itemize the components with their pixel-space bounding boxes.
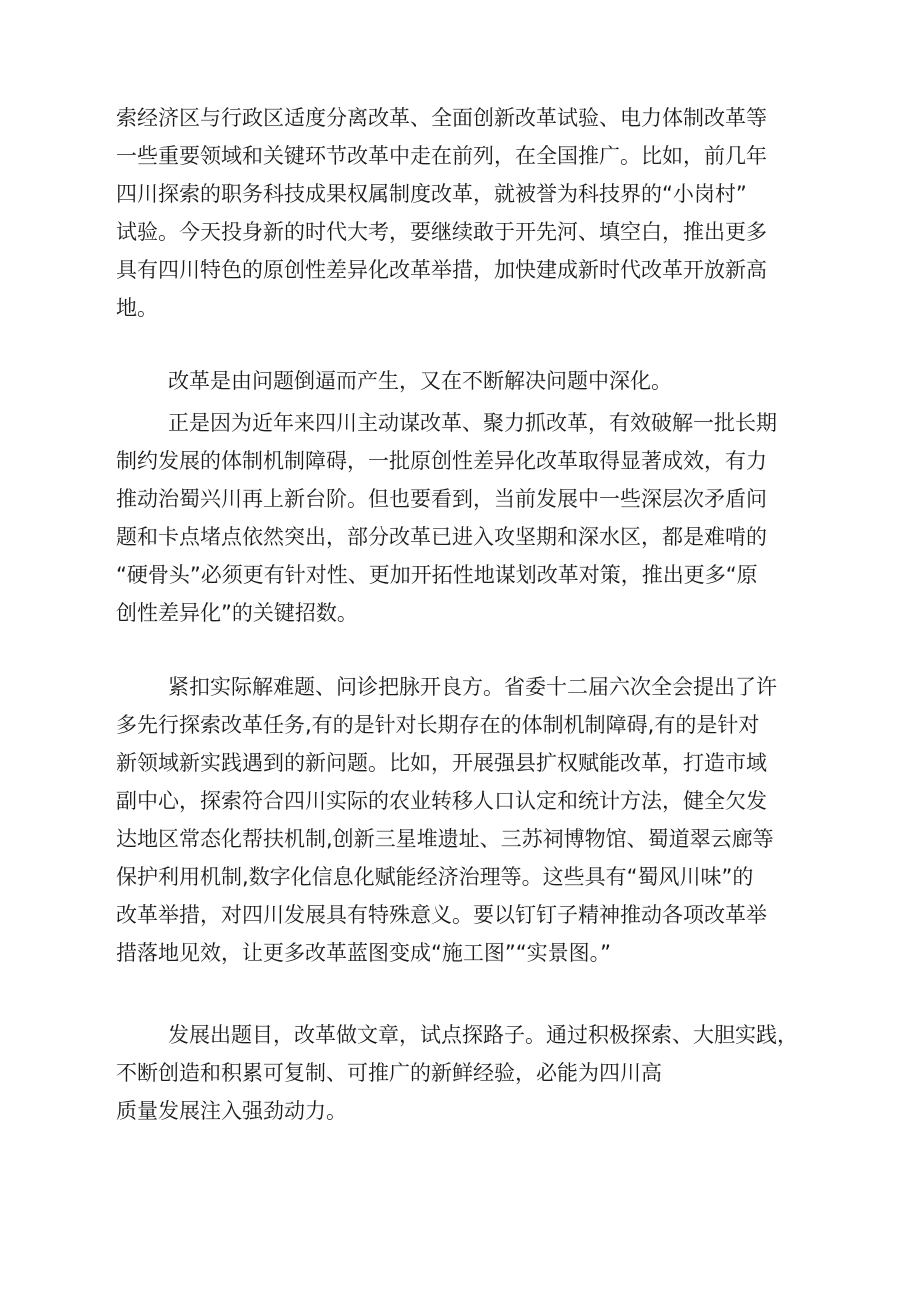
text-line: 副中心，探索符合四川实际的农业转移人口认定和统计方法，健全欠发 <box>116 789 767 813</box>
text-line: 不断创造和积累可复制、可推广的新鲜经验，必能为四川高 <box>116 1061 662 1085</box>
text-line: “硬骨头”必须更有针对性、更加开拓性地谋划改革对策，推出更多“原 <box>116 563 758 587</box>
text-line: 改革举措，对四川发展具有特殊意义。要以钉钉子精神推动各项改革举 <box>116 903 767 927</box>
paragraph-1 <box>116 99 816 327</box>
text-line: 质量发展注入强劲动力。 <box>116 1099 347 1123</box>
text-line: 推动治蜀兴川再上新台阶。但也要看到，当前发展中一些深层次矛盾问 <box>116 487 767 511</box>
paragraph-5 <box>116 1016 816 1130</box>
text-line: 措落地见效，让更多改革蓝图变成“施工图”“实景图。” <box>116 941 612 965</box>
text-line: 四川探索的职务科技成果权属制度改革，就被誉为科技界的“小岗村” <box>116 182 747 206</box>
text-line: 紧扣实际解难题、问诊把脉开良方。省委十二届六次全会提出了许 <box>168 675 777 699</box>
text-line: 制约发展的体制机制障碍，一批原创性差异化改革取得显著成效，有力 <box>116 449 767 473</box>
paragraph-4 <box>116 668 816 972</box>
text-line: 试验。今天投身新的时代大考，要继续敢于开先河、填空白，推出更多 <box>116 220 767 244</box>
text-line: 发展出题目，改革做文章，试点探路子。通过积极探索、大胆实践， <box>168 1023 798 1047</box>
text-line: 一些重要领域和关键环节改革中走在前列，在全国推广。比如，前几年 <box>116 144 767 168</box>
text-line: 具有四川特色的原创性差异化改革举措，加快建成新时代改革开放新高 <box>116 258 767 282</box>
text-line: 保护利用机制,数字化信息化赋能经济治理等。这些具有“蜀风川味”的 <box>116 865 754 889</box>
paragraph-3 <box>116 404 816 632</box>
text-line: 改革是由问题倒逼而产生，又在不断解决问题中深化。 <box>168 369 672 393</box>
text-line: 正是因为近年来四川主动谋改革、聚力抓改革，有效破解一批长期 <box>168 411 777 435</box>
paragraph-2 <box>116 362 816 400</box>
text-line: 多先行探索改革任务,有的是针对长期存在的体制机制障碍,有的是针对 <box>116 713 760 737</box>
text-line: 新领域新实践遇到的新问题。比如，开展强县扩权赋能改革，打造市域 <box>116 751 767 775</box>
text-line: 创性差异化”的关键招数。 <box>116 601 358 625</box>
text-line: 达地区常态化帮扶机制,创新三星堆遗址、三苏祠博物馆、蜀道翠云廊等 <box>116 827 774 851</box>
text-line: 题和卡点堵点依然突出，部分改革已进入攻坚期和深水区，都是难啃的 <box>116 525 767 549</box>
text-line: 地。 <box>116 296 158 320</box>
text-line: 索经济区与行政区适度分离改革、全面创新改革试验、电力体制改革等 <box>116 106 767 130</box>
